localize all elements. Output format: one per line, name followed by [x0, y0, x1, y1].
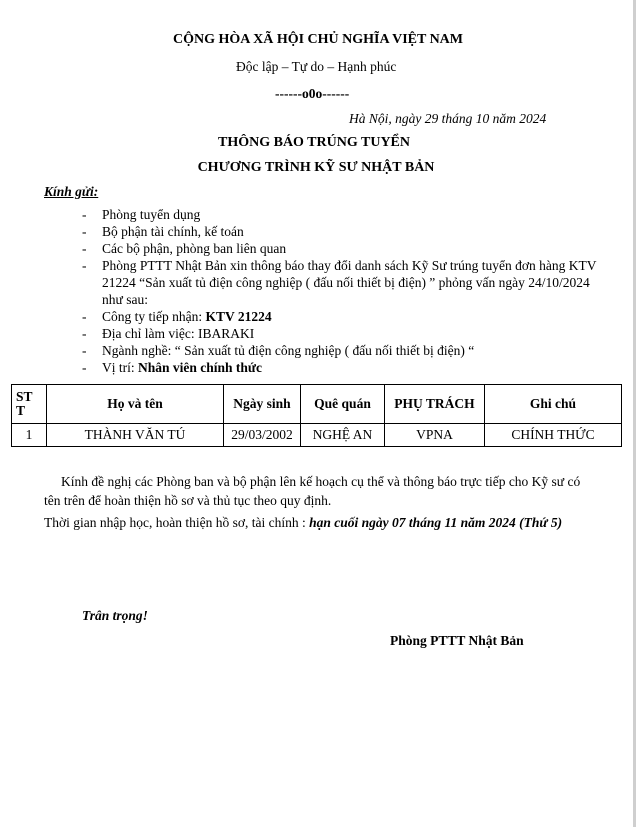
industry: Ngành nghề: “ Sản xuất tủ điện công nghiệp ( đấu nối thiết bị điện) “	[102, 343, 475, 358]
cell-hometown: NGHỆ AN	[301, 424, 385, 447]
cell-stt: 1	[12, 424, 47, 447]
salutation: Kính gửi:	[44, 184, 99, 199]
list-item: - Địa chỉ làm việc: IBARAKI	[82, 326, 255, 341]
cell-dob: 29/03/2002	[224, 424, 301, 447]
deadline-paragraph	[44, 513, 604, 532]
signer: Phòng PTTT Nhật Bản	[390, 633, 524, 648]
table-row	[12, 424, 622, 447]
recipient-recruitment: Phòng tuyển dụng	[102, 207, 201, 222]
recipient-departments: Các bộ phận, phòng ban liên quan	[102, 241, 287, 256]
nation-heading: CỘNG HÒA XÃ HỘI CHỦ NGHĨA VIỆT NAM	[172, 32, 463, 47]
list-item: - Phòng tuyển dụng	[82, 207, 201, 222]
document-title: THÔNG BÁO TRÚNG TUYỂN	[217, 135, 410, 150]
header-name: Họ và tên	[47, 385, 224, 424]
list-item: - Ngành nghề: “ Sản xuất tủ điện công nghiệp ( đấu nối thiết bị điện) “	[82, 343, 475, 358]
list-item: - Phòng PTTT Nhật Bản xin thông báo thay đổi danh sách Kỹ Sư trúng tuyển đơn hàng KTV 21224 “Sản xuất tủ điện công nghiệp ( đấu nối thiết bị điện) ” phỏng vấn ngày 24/10/2024 như sau:	[82, 258, 597, 307]
deadline-label: Thời gian nhập học, hoàn thiện hồ sơ, tài chính :	[44, 515, 310, 530]
list-item: - Công ty tiếp nhận: KTV 21224	[82, 309, 272, 324]
list-item: - Vị trí: Nhân viên chính thức	[82, 360, 263, 375]
work-address: Địa chỉ làm việc: IBARAKI	[102, 326, 255, 341]
header-note: Ghi chú	[485, 385, 622, 424]
header-stt: ST T	[12, 385, 47, 424]
document-subtitle: CHƯƠNG TRÌNH KỸ SƯ NHẬT BẢN	[197, 160, 435, 175]
motto: Độc lập – Tự do – Hạnh phúc	[236, 59, 397, 74]
list-item: - Các bộ phận, phòng ban liên quan	[82, 241, 287, 256]
cell-name: THÀNH VĂN TÚ	[47, 424, 224, 447]
position-value: Nhân viên chính thức	[138, 360, 263, 375]
company-value: KTV 21224	[205, 309, 272, 324]
announcement-text: Phòng PTTT Nhật Bản xin thông báo thay đổi danh sách Kỹ Sư trúng tuyển đơn hàng KTV 21224 “Sản xuất tủ điện công nghiệp ( đấu nối thiết bị điện) ” phỏng vấn ngày 24/10/2024 như sau:	[102, 258, 597, 307]
company-label: Công ty tiếp nhận:	[102, 309, 206, 324]
header-in-charge: PHỤ TRÁCH	[385, 385, 485, 424]
list-item: - Bộ phận tài chính, kế toán	[82, 224, 244, 239]
header-hometown: Quê quán	[301, 385, 385, 424]
header-dob: Ngày sinh	[224, 385, 301, 424]
cell-in-charge: VPNA	[385, 424, 485, 447]
recipient-list	[82, 206, 602, 376]
cell-note: CHÍNH THỨC	[485, 424, 622, 447]
separator: ------o0o------	[275, 86, 350, 101]
result-table	[11, 384, 622, 447]
deadline-value: hạn cuối ngày 07 tháng 11 năm 2024 (Thứ 5)	[309, 515, 563, 530]
recipient-finance: Bộ phận tài chính, kế toán	[102, 224, 244, 239]
position-label: Vị trí:	[102, 360, 138, 375]
place-date: Hà Nội, ngày 29 tháng 10 năm 2024	[349, 111, 547, 126]
request-paragraph: Kính đề nghị các Phòng ban và bộ phận lên kế hoạch cụ thể và thông báo trực tiếp cho Kỹ sư có tên trên để hoàn thiện hồ sơ và thủ tục theo quy định.	[44, 474, 581, 508]
table-header-row	[12, 385, 622, 424]
closing-regards: Trân trọng!	[82, 608, 148, 623]
